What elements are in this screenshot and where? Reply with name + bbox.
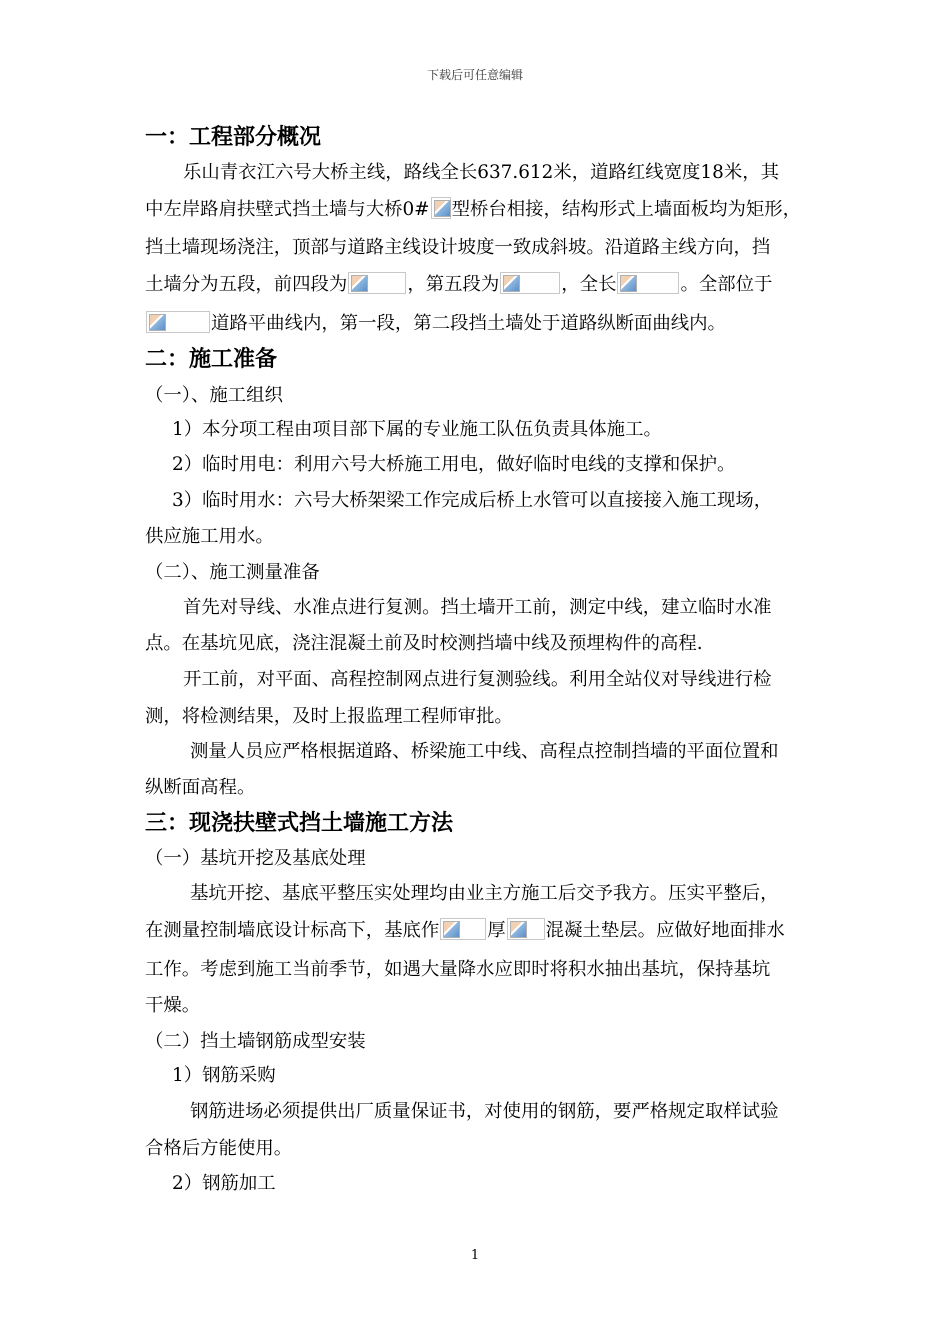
section-1-title: 一：工程部分概况 <box>145 124 322 150</box>
text-run: 在测量控制墙底设计标高下，基底作 <box>145 920 440 941</box>
list-item: 1）钢筋采购 <box>172 1065 276 1086</box>
missing-image-icon <box>440 918 486 940</box>
text-run: 型桥台相接，结构形式上墙面板均为矩形， <box>451 199 802 220</box>
text-run: ，第五段为 <box>407 274 500 295</box>
paragraph-line: 挡土墙现场浇注，顶部与道路主线设计坡度一致成斜坡。沿道路主线方向，挡 <box>145 237 771 258</box>
paragraph-line: 测量人员应严格根据道路、桥梁施工中线、高程点控制挡墙的平面位置和 <box>190 741 779 762</box>
paragraph-line: 测，将检测结果，及时上报监理工程师审批。 <box>145 706 513 727</box>
section-3-title: 三：现浇扶壁式挡土墙施工方法 <box>145 810 454 836</box>
paragraph-line: 合格后方能使用。 <box>145 1138 293 1159</box>
list-item: 3）临时用水：六号大桥架梁工作完成后桥上水管可以直接接入施工现场， <box>172 490 773 511</box>
text-run: 。全部位于 <box>680 274 773 295</box>
missing-image-icon <box>146 311 210 333</box>
paragraph-line: 乐山青衣江六号大桥主线，路线全长637.612米，道路红线宽度18米，其 <box>183 162 779 183</box>
missing-image-icon <box>507 918 545 940</box>
paragraph-line <box>145 197 801 222</box>
text-run: 中左岸路肩扶壁式挡土墙与大桥0# <box>145 199 430 220</box>
list-item: 1）本分项工程由项目部下属的专业施工队伍负责具体施工。 <box>172 419 662 440</box>
subsection-title: （一）基坑开挖及基底处理 <box>145 848 366 869</box>
text-run: ，全长 <box>561 274 617 295</box>
paragraph-line: 首先对导线、水准点进行复测。挡土墙开工前，测定中线，建立临时水准 <box>183 597 772 618</box>
missing-image-icon <box>500 272 560 294</box>
section-2-title: 二：施工准备 <box>145 346 278 372</box>
missing-image-icon <box>431 197 451 219</box>
paragraph-line: 供应施工用水。 <box>145 526 274 547</box>
paragraph-line: 钢筋进场必须提供出厂质量保证书，对使用的钢筋，要严格规定取样试验 <box>190 1101 779 1122</box>
subsection-title: （一）、施工组织 <box>145 385 283 406</box>
paragraph-line: 纵断面高程。 <box>145 777 256 798</box>
subsection-title: （二）挡土墙钢筋成型安装 <box>145 1031 366 1052</box>
paragraph-line: 基坑开挖、基底平整压实处理均由业主方施工后交予我方。压实平整后， <box>190 883 779 904</box>
missing-image-icon <box>348 272 406 294</box>
paragraph-line <box>145 311 726 336</box>
paragraph-line <box>145 272 772 297</box>
list-item: 2）钢筋加工 <box>172 1173 276 1194</box>
paragraph-line: 工作。考虑到施工当前季节，如遇大量降水应即时将积水抽出基坑，保持基坑 <box>145 959 771 980</box>
paragraph-line <box>145 918 785 943</box>
page-number: 1 <box>470 1248 480 1263</box>
missing-image-icon <box>617 272 679 294</box>
text-run: 厚 <box>487 920 506 941</box>
paragraph-line: 点。在基坑见底，浇注混凝土前及时校测挡墙中线及预埋构件的高程. <box>145 633 703 654</box>
text-run: 土墙分为五段，前四段为 <box>145 274 348 295</box>
page-header: 下载后可任意编辑 <box>426 68 523 82</box>
subsection-title: （二）、施工测量准备 <box>145 562 320 583</box>
list-item: 2）临时用电：利用六号大桥施工用电，做好临时电线的支撑和保护。 <box>172 454 736 475</box>
text-run: 道路平曲线内，第一段，第二段挡土墙处于道路纵断面曲线内。 <box>211 313 726 334</box>
paragraph-line: 干燥。 <box>145 995 201 1016</box>
paragraph-line: 开工前，对平面、高程控制网点进行复测验线。利用全站仪对导线进行检 <box>183 669 772 690</box>
text-run: 混凝土垫层。应做好地面排水 <box>545 920 785 941</box>
